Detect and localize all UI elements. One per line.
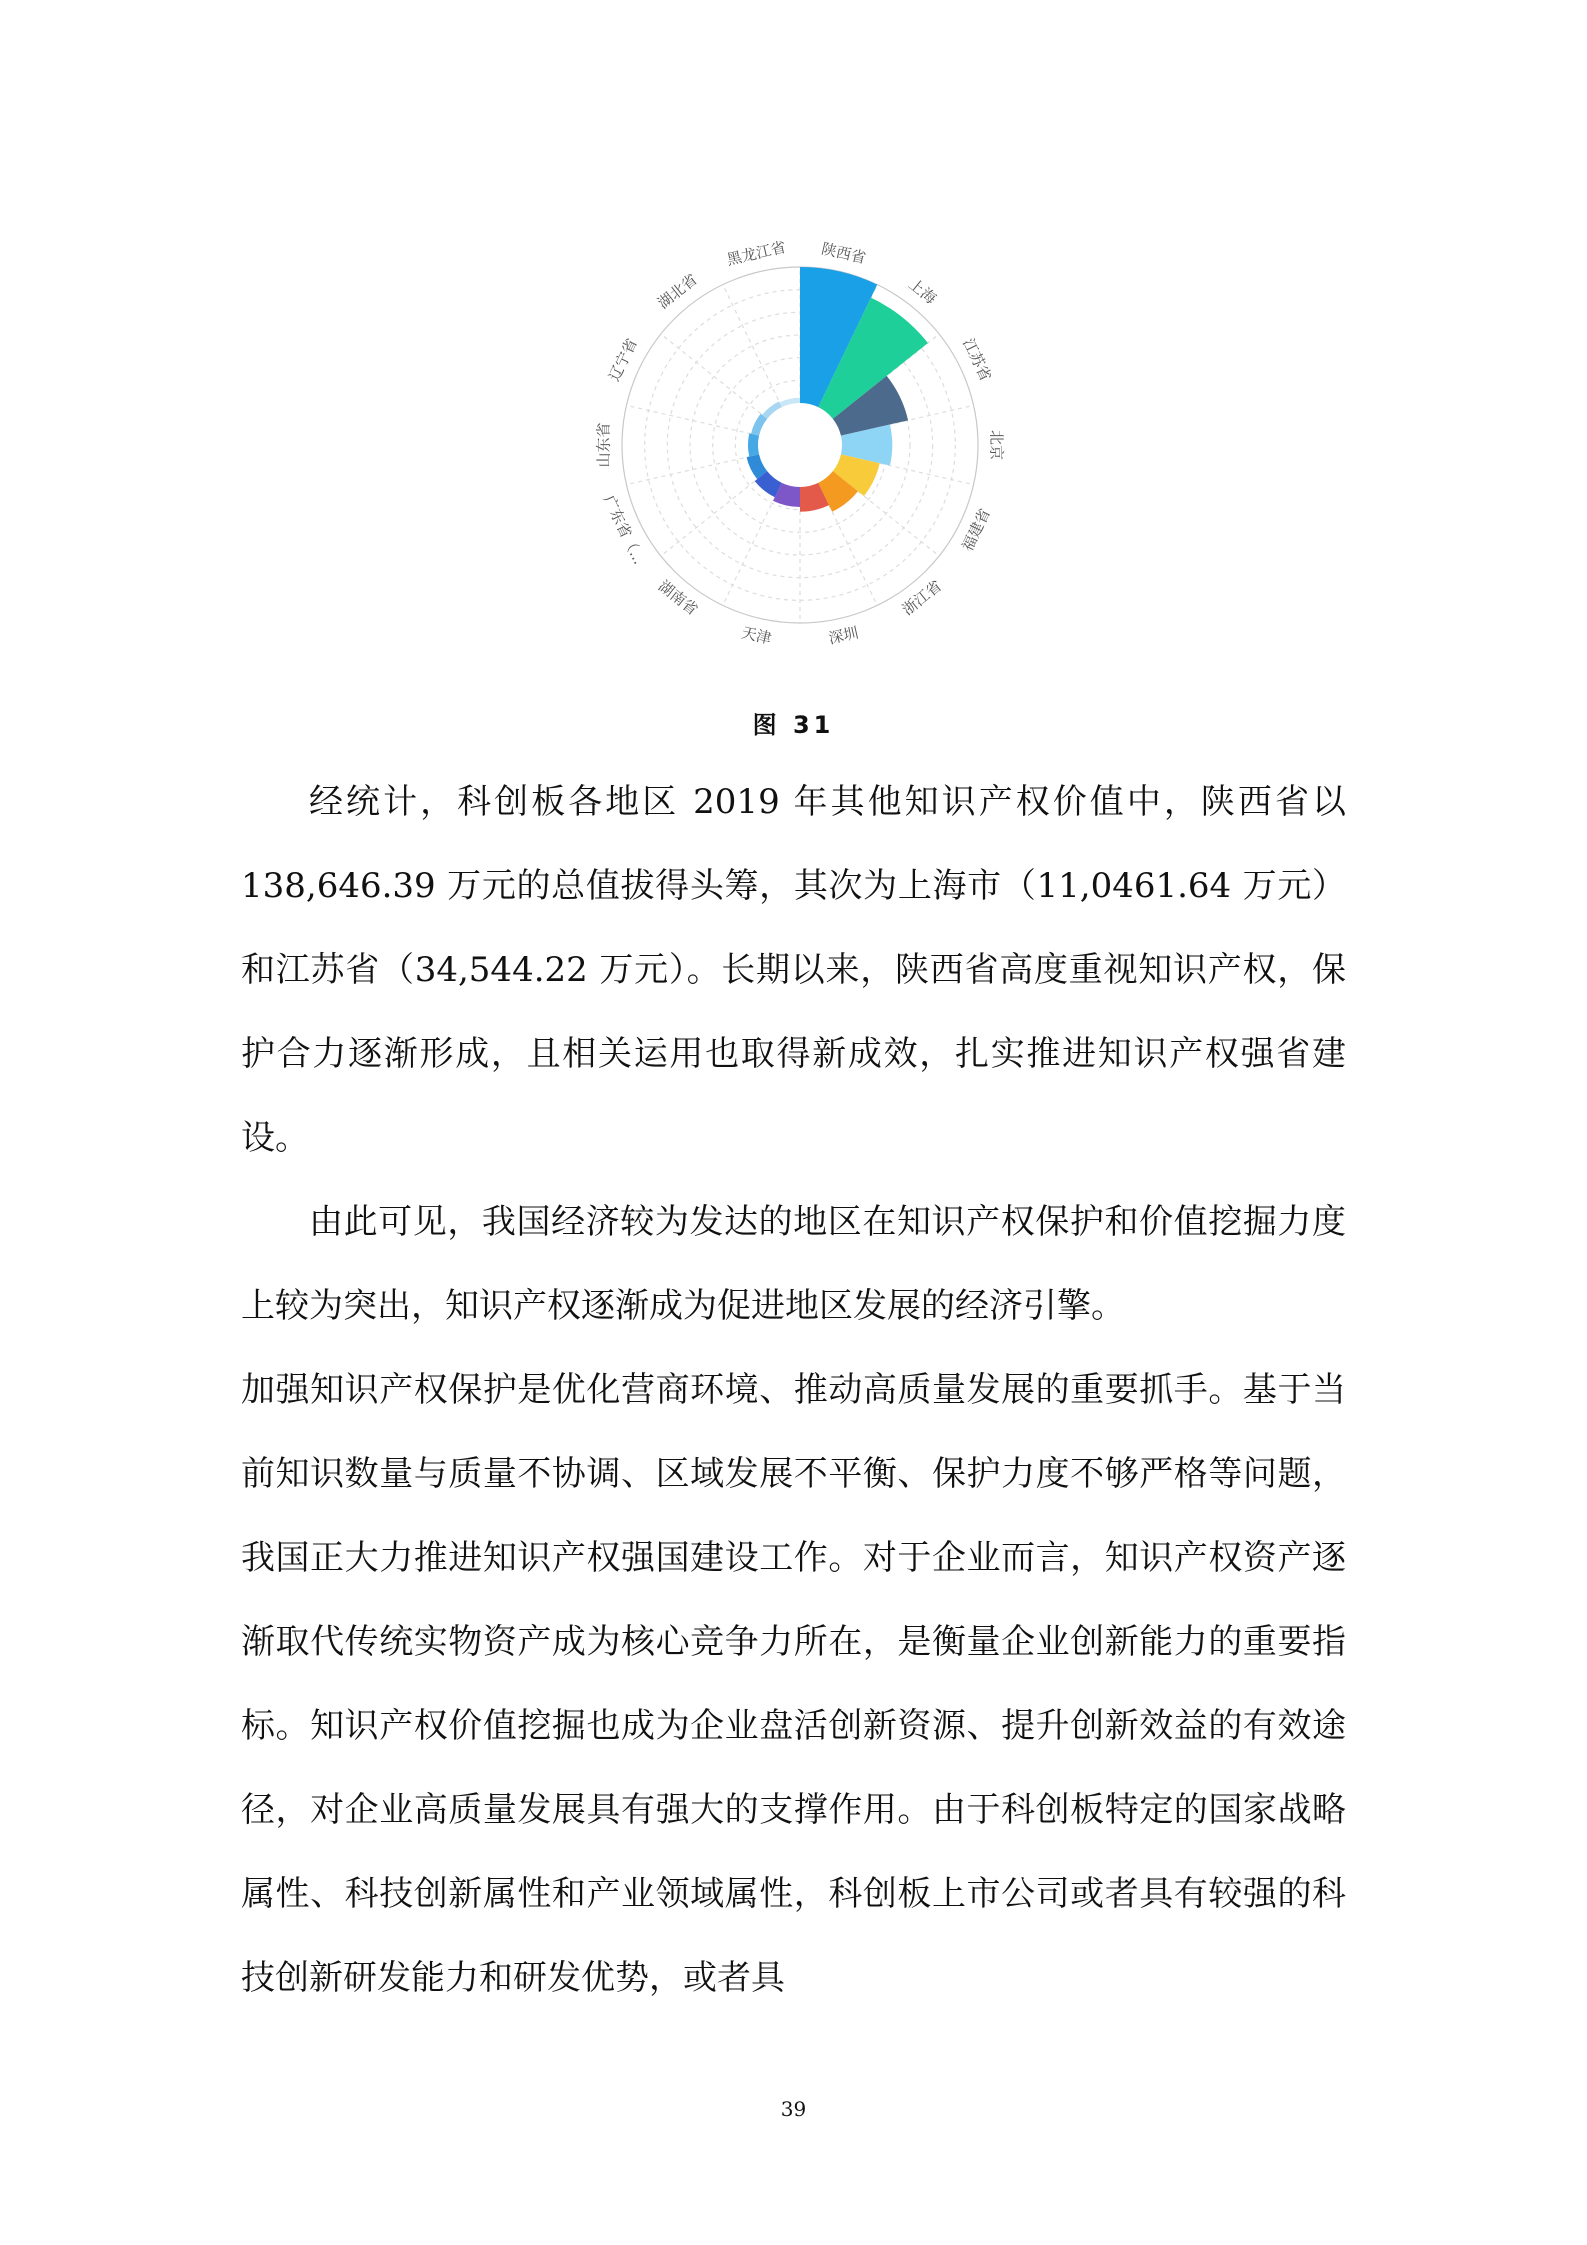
category-label: 广东省（...: [599, 492, 649, 568]
category-label: 浙江省: [898, 576, 946, 619]
body-paragraph-3: 加强知识产权保护是优化营商环境、推动高质量发展的重要抓手。基于当前知识数量与质量不协调、区域发展不平衡、保护力度不够严格等问题，我国正大力推进知识产权强国建设工作。对于企业而言，知识产权资产逐渐取代传统实物资产成为核心竞争力所在，是衡量企业创新能力的重要指标。知识产权价值挖掘也成为企业盘活创新资源、提升创新效益的有效途径，对企业高质量发展具有强大的支撑作用。由于科创板特定的国家战略属性、科技创新属性和产业领域属性，科创板上市公司或者具有较强的科技创新研发能力和研发优势，或者具: [241, 1370, 1346, 1998]
category-label: 北京: [987, 429, 1006, 461]
figure-caption: 图 31: [752, 711, 835, 739]
grid-spoke: [661, 471, 767, 556]
category-label: 黑龙江省: [725, 237, 788, 269]
category-label: 山东省: [594, 422, 613, 468]
category-label: 辽宁省: [605, 335, 641, 384]
category-label: 福建省: [958, 505, 995, 555]
category-label: 湖南省: [654, 576, 702, 619]
bar-山东省: [748, 433, 759, 456]
bar-湖北省: [762, 401, 782, 418]
grid-spoke: [723, 285, 782, 408]
grid-spoke: [723, 483, 782, 606]
bar-辽宁省: [751, 414, 767, 436]
category-label: 湖北省: [654, 270, 701, 313]
category-label: 深圳: [826, 623, 861, 648]
category-label: 陕西省: [819, 239, 868, 268]
polar-bar-chart: [520, 175, 1080, 695]
category-label: 上海: [905, 274, 940, 308]
grid-spoke: [626, 454, 759, 484]
body-paragraph-2: 由此可见，我国经济较为发达的地区在知识产权保护和价值挖掘力度上较为突出，知识产权逐渐成为促进地区发展的经济引擎。: [241, 1202, 1346, 1326]
bar-黑龙江省: [780, 398, 800, 407]
body-paragraph-1: 经统计，科创板各地区 2019 年其他知识产权价值中，陕西省以 138,646.39 万元的总值拔得头筹，其次为上海市（11,0461.64 万元）和江苏省（34,544.22 万元）。长期以来，陕西省高度重视知识产权，保护合力逐渐形成，且相关运用也取得新成效，扎实推进知识产权强省建设。: [241, 782, 1346, 1158]
category-label: 天津: [739, 623, 774, 648]
chart-canvas: [520, 175, 1080, 695]
category-label: 江苏省: [959, 335, 995, 384]
page-number: 39: [780, 2097, 807, 2121]
